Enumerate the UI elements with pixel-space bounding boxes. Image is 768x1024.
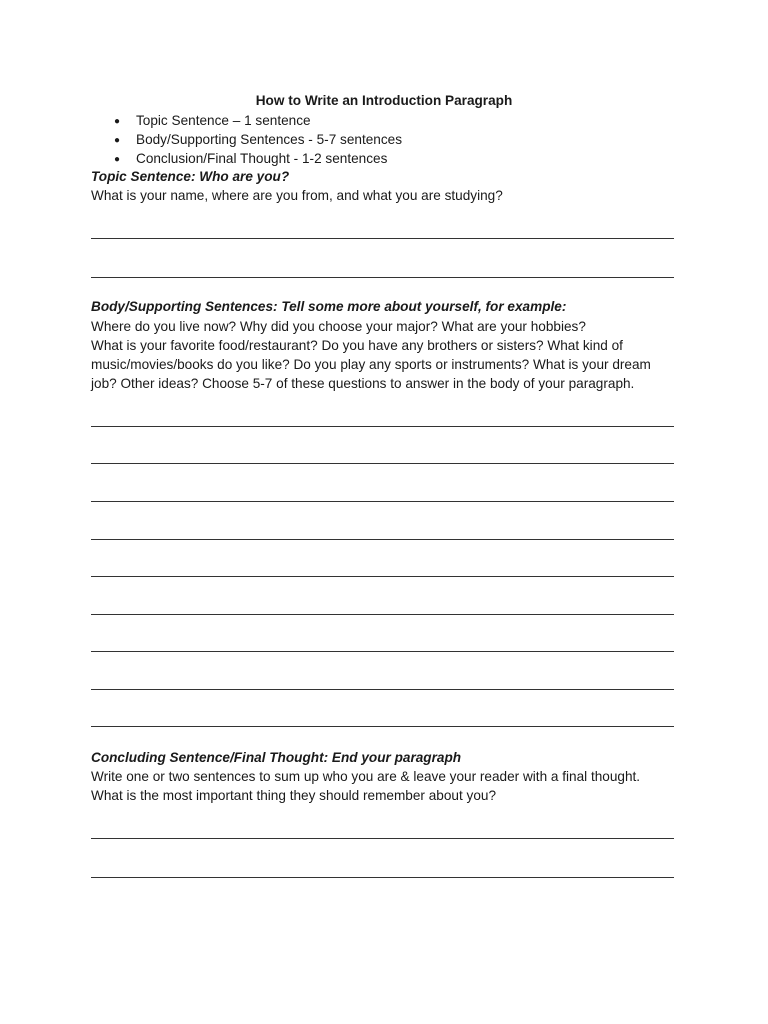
- body-writing-line[interactable]: [91, 501, 674, 502]
- body-writing-line[interactable]: [91, 614, 674, 615]
- conclusion-heading: Concluding Sentence/Final Thought: End your paragraph: [91, 750, 462, 765]
- conclusion-prompt-line: Write one or two sentences to sum up who you are & leave your reader with a final thought.: [91, 769, 641, 784]
- body-writing-line[interactable]: [91, 463, 674, 464]
- body-prompt-line: job? Other ideas? Choose 5-7 of these questions to answer in the body of your paragraph.: [91, 376, 635, 391]
- overview-list: [114, 111, 402, 168]
- body-prompt-line: What is your favorite food/restaurant? Do you have any brothers or sisters? What kind of: [91, 338, 623, 353]
- overview-item: ● Topic Sentence – 1 sentence: [114, 111, 402, 130]
- body-heading: Body/Supporting Sentences: Tell some more about yourself, for example:: [91, 299, 567, 314]
- topic-prompt: What is your name, where are you from, and what you are studying?: [91, 188, 503, 203]
- overview-item: ● Conclusion/Final Thought - 1-2 sentences: [114, 149, 402, 168]
- conclusion-writing-line[interactable]: [91, 838, 674, 839]
- overview-item: ● Body/Supporting Sentences - 5-7 sentences: [114, 130, 402, 149]
- bullet-icon: ●: [114, 154, 121, 165]
- bullet-icon: ●: [114, 116, 121, 127]
- body-writing-line[interactable]: [91, 576, 674, 577]
- page-title: How to Write an Introduction Paragraph: [255, 93, 513, 108]
- bullet-icon: ●: [114, 135, 121, 146]
- body-prompt-line: music/movies/books do you like? Do you play any sports or instruments? What is your dream: [91, 357, 651, 372]
- conclusion-prompt-line: What is the most important thing they should remember about you?: [91, 788, 496, 803]
- body-writing-line[interactable]: [91, 426, 674, 427]
- topic-heading: Topic Sentence: Who are you?: [91, 169, 290, 184]
- topic-writing-line[interactable]: [91, 277, 674, 278]
- body-writing-line[interactable]: [91, 726, 674, 727]
- body-prompt-line: Where do you live now? Why did you choose your major? What are your hobbies?: [91, 319, 586, 334]
- topic-writing-line[interactable]: [91, 238, 674, 239]
- conclusion-writing-line[interactable]: [91, 877, 674, 878]
- body-writing-line[interactable]: [91, 651, 674, 652]
- body-writing-line[interactable]: [91, 689, 674, 690]
- body-writing-line[interactable]: [91, 539, 674, 540]
